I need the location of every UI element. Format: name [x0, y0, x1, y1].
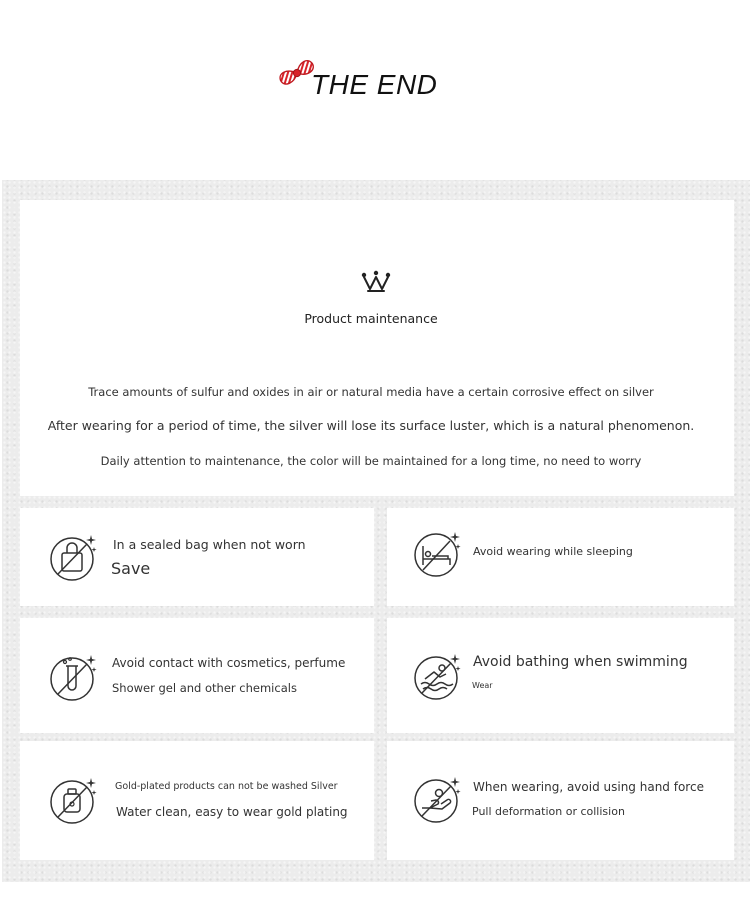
no-chemicals-icon — [48, 652, 98, 702]
sealed-bag-icon — [48, 532, 98, 582]
no-hand-force-icon — [412, 774, 462, 824]
tip-6-line-1: When wearing, avoid using hand force — [473, 780, 704, 794]
maintenance-paragraph-1: Trace amounts of sulfur and oxides in air or natural media have a certain corrosive effect on silver — [88, 385, 654, 399]
no-washing-icon — [48, 775, 98, 825]
maintenance-card — [20, 200, 734, 496]
end-title: THE END — [311, 69, 438, 100]
tip-3-line-2: Shower gel and other chemicals — [112, 681, 297, 695]
tip-4-line-1: Avoid bathing when swimming — [473, 654, 688, 670]
maintenance-paragraph-3: Daily attention to maintenance, the color will be maintained for a long time, no need to worry — [100, 454, 642, 468]
tip-card-swimming — [387, 618, 734, 733]
tip-3-line-1: Avoid contact with cosmetics, perfume — [112, 656, 346, 670]
end-header — [276, 52, 456, 104]
crown-icon — [360, 269, 392, 295]
tip-4-line-2: Wear — [472, 681, 493, 690]
tip-card-hand-force — [387, 741, 734, 860]
maintenance-paragraph-2: After wearing for a period of time, the silver will lose its surface luster, which is a natural phenomenon. — [47, 418, 695, 433]
tip-card-washing — [20, 741, 374, 860]
tip-5-line-2: Water clean, easy to wear gold plating — [116, 805, 348, 819]
tip-card-sleeping — [387, 508, 734, 606]
tip-6-line-2: Pull deformation or collision — [472, 805, 625, 818]
maintenance-title: Product maintenance — [304, 311, 438, 326]
tip-1-line-2: Save — [111, 559, 151, 578]
maintenance-panel — [2, 180, 750, 882]
tip-2-line-1: Avoid wearing while sleeping — [473, 545, 633, 558]
no-sleeping-icon — [412, 529, 462, 579]
no-swimming-icon — [412, 651, 462, 701]
tip-card-chemicals — [20, 618, 374, 733]
tip-5-line-1: Gold-plated products can not be washed Silver — [115, 781, 338, 792]
tip-card-sealed-bag — [20, 508, 374, 606]
tip-1-line-1: In a sealed bag when not worn — [113, 537, 306, 552]
